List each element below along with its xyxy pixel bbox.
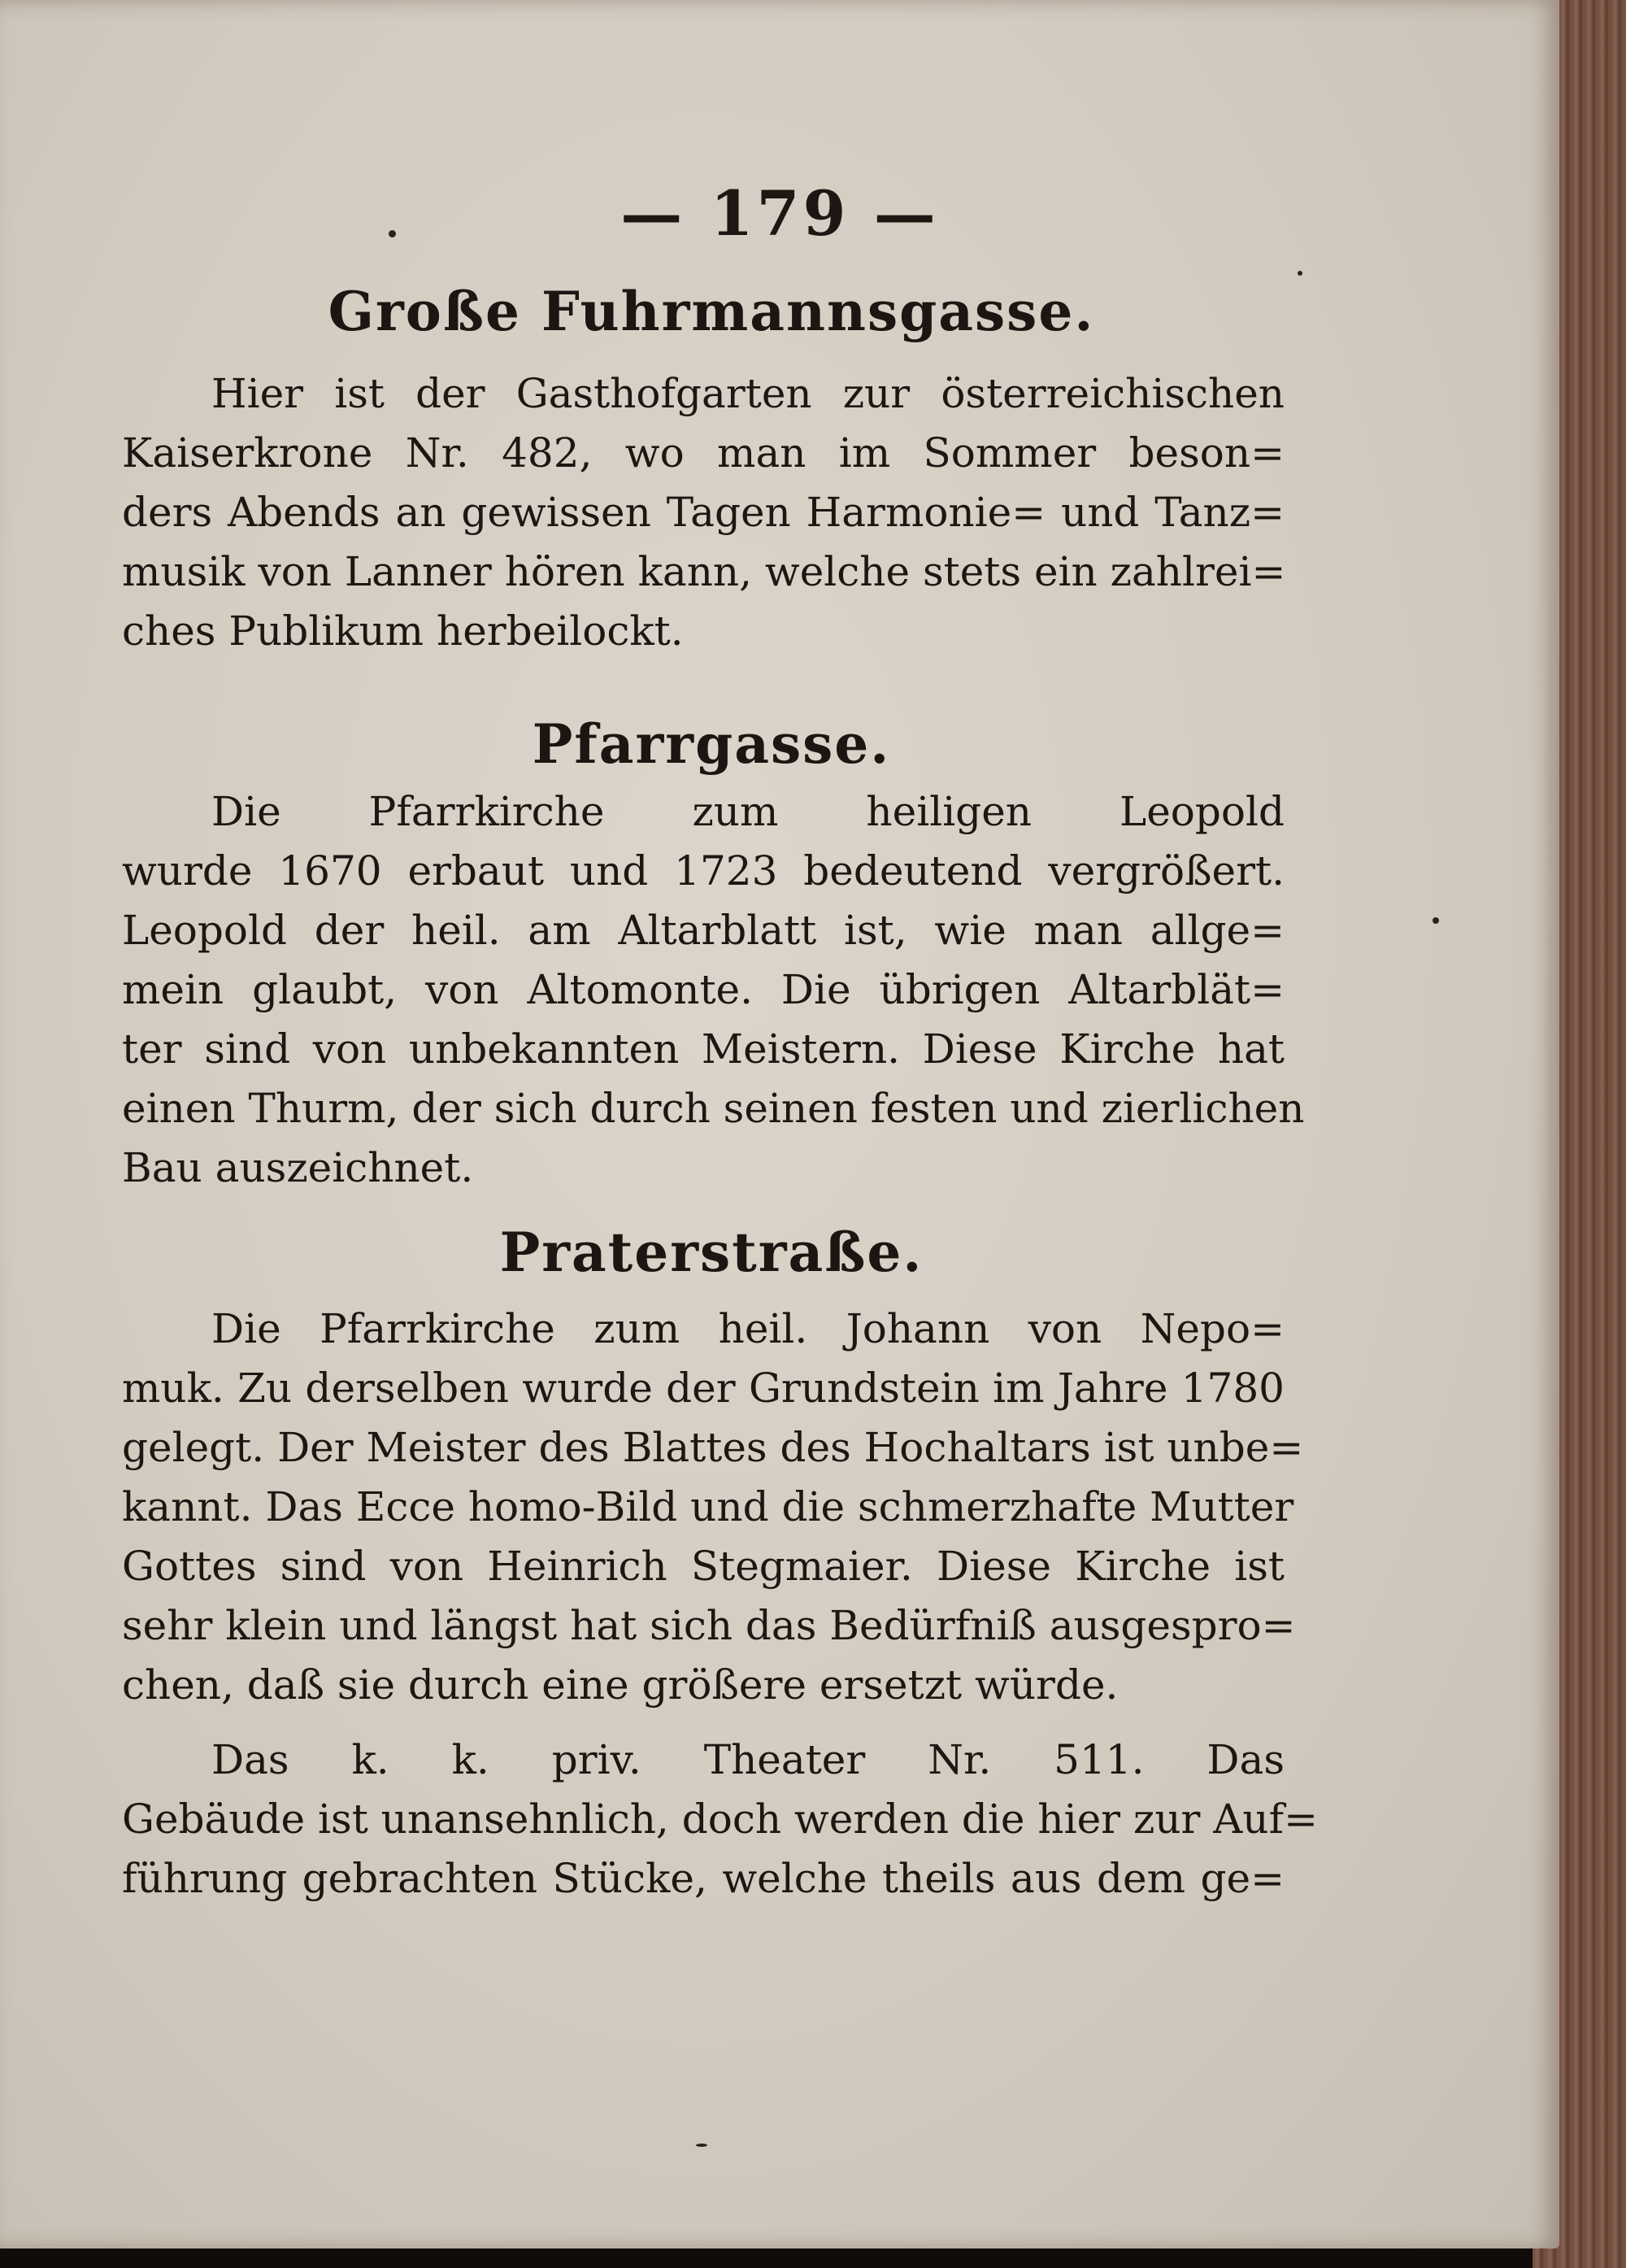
page-number-header: — 179 —	[620, 177, 939, 250]
text-line: ches Publikum herbeilockt.	[122, 607, 684, 655]
section-heading-grosse-fuhrmannsgasse: Große Fuhrmannsgasse.	[328, 280, 1095, 343]
section-heading-pfarrgasse: Pfarrgasse.	[532, 712, 891, 776]
ink-speck	[1433, 917, 1439, 924]
ink-speck	[1298, 271, 1302, 276]
paragraph	[122, 364, 1285, 661]
text-line: Die Pfarrkirche zum heil. Johann von Nepo=	[211, 1305, 1285, 1352]
text-line: Die Pfarrkirche zum heiligen Leopold	[211, 788, 1285, 835]
text-line: einen Thurm, der sich durch seinen festen und zierlichen	[122, 1085, 1305, 1132]
text-line: mein glaubt, von Altomonte. Die übrigen Altarblät=	[122, 966, 1285, 1013]
text-line: kannt. Das Ecce homo-Bild und die schmerzhafte Mutter	[122, 1483, 1294, 1530]
text-line: Hier ist der Gasthofgarten zur österreichischen	[211, 370, 1285, 417]
text-line: Gebäude ist unansehnlich, doch werden die hier zur Auf=	[122, 1796, 1319, 1843]
text-line: Gottes sind von Heinrich Stegmaier. Diese Kirche ist	[122, 1543, 1285, 1590]
paragraph	[122, 1730, 1319, 1909]
text-line: ders Abends an gewissen Tagen Harmonie= und Tanz=	[122, 489, 1285, 536]
ink-speck	[389, 230, 396, 237]
text-line: chen, daß sie durch eine größere ersetzt würde.	[122, 1661, 1119, 1709]
text-line: Bau auszeichnet.	[122, 1144, 474, 1191]
ink-speck	[696, 2144, 707, 2147]
section-heading-praterstrasse: Praterstraße.	[499, 1221, 924, 1284]
paragraph	[122, 1299, 1304, 1715]
text-line: musik von Lanner hören kann, welche stets ein zahlrei=	[122, 548, 1286, 595]
text-line: sehr klein und längst hat sich das Bedürfniß ausgespro=	[122, 1602, 1296, 1649]
paragraph	[122, 782, 1305, 1198]
text-line: wurde 1670 erbaut und 1723 bedeutend vergrößert.	[122, 847, 1285, 895]
text-line: ter sind von unbekannten Meistern. Diese Kirche hat	[122, 1025, 1285, 1073]
text-line: Kaiserkrone Nr. 482, wo man im Sommer beson=	[122, 429, 1285, 477]
text-line: gelegt. Der Meister des Blattes des Hochaltars ist unbe=	[122, 1424, 1304, 1471]
text-line: Das k. k. priv. Theater Nr. 511. Das	[211, 1736, 1285, 1783]
text-line: führung gebrachten Stücke, welche theils aus dem ge=	[122, 1855, 1285, 1902]
text-line: Leopold der heil. am Altarblatt ist, wie man allge=	[122, 907, 1285, 954]
text-line: muk. Zu derselben wurde der Grundstein im Jahre 1780	[122, 1365, 1285, 1412]
